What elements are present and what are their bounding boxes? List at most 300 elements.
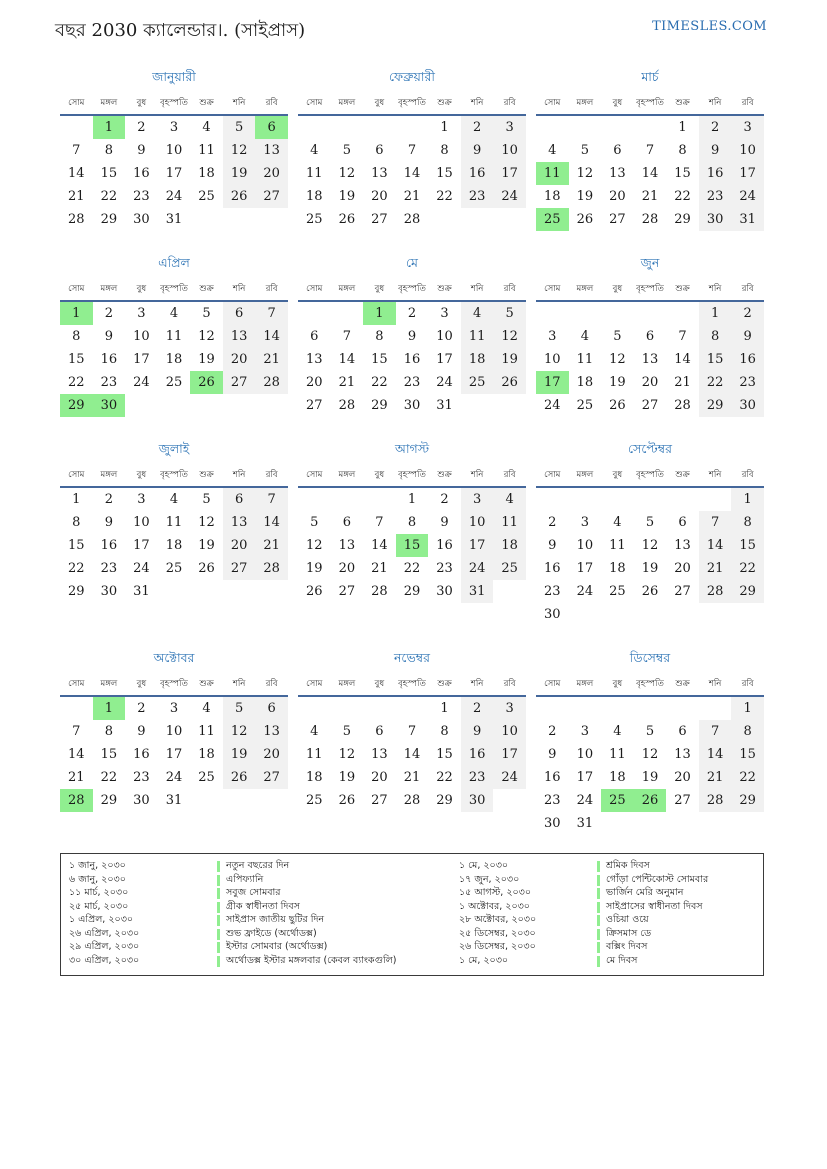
day-cell bbox=[731, 812, 764, 835]
day-cell: 4 bbox=[202, 701, 211, 716]
day-cell: 1 bbox=[440, 120, 449, 135]
day-cell: 16 bbox=[133, 747, 150, 762]
weekday-header: রবি bbox=[255, 93, 288, 115]
day-cell: 13 bbox=[255, 720, 288, 743]
day-cell: 24 bbox=[133, 561, 150, 576]
day-cell: 2 bbox=[104, 306, 113, 321]
day-cell bbox=[493, 394, 526, 417]
day-cell: 13 bbox=[306, 352, 323, 367]
holiday-marker bbox=[597, 861, 600, 872]
day-cell bbox=[699, 812, 732, 835]
day-cell: 14 bbox=[641, 166, 659, 181]
day-cell bbox=[634, 603, 667, 626]
holiday-name: ওচিয়া ওয়ে bbox=[597, 913, 755, 928]
day-cell: 21 bbox=[641, 189, 659, 204]
weekday-header: শুক্র bbox=[190, 465, 223, 487]
day-cell: 2 bbox=[104, 492, 113, 507]
day-cell: 15 bbox=[100, 747, 118, 762]
weekday-header: রবি bbox=[493, 279, 526, 301]
day-cell bbox=[601, 301, 634, 325]
weekday-header: মঙ্গল bbox=[331, 465, 364, 487]
day-cell: 4 bbox=[169, 492, 179, 507]
day-cell: 21 bbox=[68, 770, 85, 785]
holiday-date: ১৫ আগস্ট, ২০৩০ bbox=[459, 887, 532, 899]
weekday-header: শুক্র bbox=[666, 93, 699, 115]
weekday-header: শনি bbox=[223, 465, 256, 487]
weekday-header: শনি bbox=[461, 279, 494, 301]
weekday-header: শুক্র bbox=[190, 674, 223, 696]
day-cell: 23 bbox=[403, 375, 421, 390]
weekday-header: মঙ্গল bbox=[93, 674, 126, 696]
day-cell: 17 bbox=[576, 770, 594, 785]
day-cell: 6 bbox=[255, 696, 288, 720]
holiday-marker bbox=[597, 888, 600, 899]
day-cell: 26 bbox=[306, 584, 323, 599]
day-cell: 26 bbox=[223, 766, 256, 789]
day-cell bbox=[666, 603, 699, 626]
day-cell bbox=[298, 115, 331, 139]
weekday-header: শনি bbox=[223, 674, 256, 696]
weekday-header: সোম bbox=[60, 465, 93, 487]
month-table bbox=[536, 93, 764, 231]
day-cell: 10 bbox=[436, 329, 453, 344]
day-cell: 14 bbox=[255, 511, 288, 534]
day-cell: 29 bbox=[68, 584, 85, 599]
day-cell: 2 bbox=[137, 120, 146, 135]
month-title: অক্টোবর bbox=[153, 650, 195, 665]
weekday-header: বৃহস্পতি bbox=[158, 279, 191, 301]
day-cell: 24 bbox=[544, 398, 561, 413]
day-cell: 11 bbox=[493, 511, 526, 534]
day-cell: 17 bbox=[133, 538, 150, 553]
day-cell: 10 bbox=[544, 352, 561, 367]
day-cell bbox=[536, 487, 569, 511]
day-cell: 26 bbox=[609, 398, 626, 413]
day-cell: 30 bbox=[133, 793, 150, 808]
day-cell: 14 bbox=[338, 352, 356, 367]
day-cell: 26 bbox=[338, 793, 356, 808]
weekday-header: বৃহস্পতি bbox=[396, 674, 429, 696]
day-cell bbox=[569, 487, 602, 511]
day-cell: 16 bbox=[461, 162, 494, 185]
day-cell: 17 bbox=[133, 352, 150, 367]
holiday-marker bbox=[217, 942, 220, 953]
day-cell: 27 bbox=[371, 793, 388, 808]
day-cell: 3 bbox=[169, 701, 179, 716]
holiday-name: সবুজ সোমবার bbox=[217, 886, 459, 901]
day-cell bbox=[601, 812, 634, 835]
day-cell: 14 bbox=[674, 352, 691, 367]
day-cell: 11 bbox=[165, 329, 183, 344]
day-cell: 28 bbox=[60, 789, 93, 812]
day-cell: 20 bbox=[674, 561, 691, 576]
day-cell: 24 bbox=[461, 557, 494, 580]
day-cell bbox=[601, 696, 634, 720]
day-cell: 27 bbox=[255, 185, 288, 208]
weekday-header: শনি bbox=[699, 465, 732, 487]
day-cell bbox=[255, 208, 288, 231]
day-cell: 28 bbox=[403, 793, 421, 808]
day-cell: 28 bbox=[255, 557, 288, 580]
weekday-header: শুক্র bbox=[190, 279, 223, 301]
day-cell: 6 bbox=[678, 724, 687, 739]
holiday-date: ২৮ অক্টোবর, ২০৩০ bbox=[459, 914, 537, 926]
day-cell: 29 bbox=[436, 793, 453, 808]
day-cell: 24 bbox=[576, 584, 594, 599]
day-cell: 25 bbox=[493, 557, 526, 580]
day-cell: 12 bbox=[223, 720, 256, 743]
day-cell bbox=[601, 603, 634, 626]
month-block bbox=[298, 69, 526, 231]
day-cell: 29 bbox=[731, 789, 764, 812]
day-cell: 27 bbox=[609, 212, 626, 227]
day-cell bbox=[493, 208, 526, 231]
day-cell: 16 bbox=[731, 348, 764, 371]
month-block bbox=[60, 650, 288, 835]
day-cell bbox=[699, 696, 732, 720]
day-cell: 10 bbox=[576, 747, 594, 762]
day-cell: 24 bbox=[493, 766, 526, 789]
holiday-date: ২৬ ডিসেম্বর, ২০৩০ bbox=[459, 941, 536, 953]
month-table bbox=[536, 465, 764, 626]
day-cell: 6 bbox=[375, 724, 384, 739]
day-cell: 30 bbox=[403, 398, 421, 413]
day-cell: 7 bbox=[72, 143, 81, 158]
month-table bbox=[60, 465, 288, 603]
day-cell: 10 bbox=[133, 515, 150, 530]
day-cell: 22 bbox=[699, 371, 732, 394]
weekday-header: বুধ bbox=[363, 674, 396, 696]
holiday-date: ৬ জানু, ২০৩০ bbox=[69, 873, 126, 885]
weekday-header: সোম bbox=[298, 93, 331, 115]
day-cell: 31 bbox=[436, 398, 453, 413]
day-cell: 30 bbox=[93, 394, 126, 417]
day-cell: 12 bbox=[576, 166, 594, 181]
day-cell bbox=[298, 487, 331, 511]
page-header bbox=[0, 0, 827, 47]
day-cell: 24 bbox=[576, 793, 594, 808]
weekday-header: বুধ bbox=[363, 279, 396, 301]
holiday-date: ৩০ এপ্রিল, ২০৩০ bbox=[69, 954, 140, 966]
day-cell: 17 bbox=[165, 747, 183, 762]
day-cell: 19 bbox=[198, 538, 215, 553]
day-cell: 7 bbox=[699, 720, 732, 743]
day-cell bbox=[190, 789, 223, 812]
day-cell: 11 bbox=[198, 724, 215, 739]
holiday-marker bbox=[217, 915, 220, 926]
weekday-header: বুধ bbox=[125, 465, 158, 487]
day-cell: 5 bbox=[223, 115, 256, 139]
day-cell: 24 bbox=[165, 770, 183, 785]
day-cell: 22 bbox=[100, 770, 118, 785]
weekday-header: শুক্র bbox=[428, 93, 461, 115]
day-cell: 22 bbox=[436, 770, 453, 785]
day-cell: 4 bbox=[310, 724, 319, 739]
day-cell: 28 bbox=[641, 212, 659, 227]
weekday-header: রবি bbox=[493, 465, 526, 487]
day-cell: 27 bbox=[306, 398, 323, 413]
day-cell bbox=[536, 115, 569, 139]
weekday-header: শনি bbox=[461, 93, 494, 115]
day-cell: 2 bbox=[407, 306, 417, 321]
holiday-marker bbox=[597, 956, 600, 967]
holiday-name: ইস্টার সোমবার (অর্থোডক্স) bbox=[217, 940, 459, 955]
month-block bbox=[536, 650, 764, 835]
day-cell: 18 bbox=[576, 375, 594, 390]
weekday-header: সোম bbox=[536, 674, 569, 696]
day-cell bbox=[666, 812, 699, 835]
weekday-header: সোম bbox=[298, 674, 331, 696]
legend-row bbox=[69, 928, 755, 942]
day-cell: 14 bbox=[255, 325, 288, 348]
day-cell bbox=[634, 487, 667, 511]
day-cell: 30 bbox=[436, 584, 453, 599]
day-cell: 4 bbox=[493, 487, 526, 511]
holiday-marker bbox=[217, 875, 220, 886]
day-cell: 2 bbox=[731, 301, 764, 325]
day-cell: 3 bbox=[548, 329, 557, 344]
holiday-name: অর্থোডক্স ইস্টার মঙ্গলবার (কেবল ব্যাংকগুলি) bbox=[217, 954, 459, 969]
day-cell: 25 bbox=[306, 793, 323, 808]
weekday-header: শুক্র bbox=[428, 465, 461, 487]
weekday-header: শনি bbox=[699, 674, 732, 696]
day-cell: 4 bbox=[548, 143, 557, 158]
day-cell: 26 bbox=[493, 371, 526, 394]
month-title: ডিসেম্বর bbox=[629, 650, 671, 665]
month-table bbox=[298, 674, 526, 812]
day-cell: 17 bbox=[165, 166, 183, 181]
day-cell: 31 bbox=[461, 580, 494, 603]
day-cell: 15 bbox=[436, 166, 453, 181]
day-cell bbox=[331, 115, 364, 139]
day-cell: 4 bbox=[310, 143, 319, 158]
day-cell: 28 bbox=[255, 371, 288, 394]
day-cell: 7 bbox=[342, 329, 351, 344]
day-cell: 23 bbox=[461, 185, 494, 208]
day-cell: 8 bbox=[699, 325, 732, 348]
brand-link[interactable]: TIMESLES.COM bbox=[652, 19, 767, 34]
day-cell: 29 bbox=[60, 394, 93, 417]
day-cell: 10 bbox=[493, 139, 526, 162]
day-cell: 27 bbox=[223, 557, 256, 580]
weekday-header: সোম bbox=[60, 674, 93, 696]
day-cell: 13 bbox=[609, 166, 626, 181]
day-cell: 28 bbox=[68, 212, 85, 227]
day-cell: 1 bbox=[731, 696, 764, 720]
day-cell: 8 bbox=[731, 720, 764, 743]
day-cell: 5 bbox=[493, 301, 526, 325]
day-cell bbox=[363, 487, 396, 511]
month-block bbox=[298, 650, 526, 835]
day-cell: 26 bbox=[198, 561, 215, 576]
day-cell: 29 bbox=[403, 584, 421, 599]
day-cell: 23 bbox=[544, 793, 561, 808]
day-cell: 9 bbox=[137, 724, 146, 739]
month-title: মার্চ bbox=[641, 69, 659, 84]
day-cell: 11 bbox=[306, 747, 323, 762]
weekday-header: রবি bbox=[731, 465, 764, 487]
day-cell: 1 bbox=[93, 115, 126, 139]
day-cell: 2 bbox=[548, 724, 557, 739]
weekday-header: বুধ bbox=[601, 465, 634, 487]
day-cell: 18 bbox=[306, 770, 323, 785]
day-cell bbox=[223, 208, 256, 231]
day-cell bbox=[60, 696, 93, 720]
weekday-header: শুক্র bbox=[666, 674, 699, 696]
holiday-date: ২৯ এপ্রিল, ২০৩০ bbox=[69, 941, 140, 953]
day-cell: 13 bbox=[674, 538, 691, 553]
day-cell: 23 bbox=[461, 766, 494, 789]
day-cell: 15 bbox=[68, 538, 85, 553]
weekday-header: মঙ্গল bbox=[331, 674, 364, 696]
day-cell: 9 bbox=[548, 747, 557, 762]
day-cell: 18 bbox=[198, 166, 215, 181]
day-cell: 17 bbox=[493, 162, 526, 185]
holiday-date: ২৫ ডিসেম্বর, ২০৩০ bbox=[459, 927, 536, 939]
day-cell: 13 bbox=[641, 352, 659, 367]
legend-row bbox=[69, 887, 755, 901]
day-cell: 20 bbox=[641, 375, 659, 390]
day-cell: 8 bbox=[72, 515, 81, 530]
day-cell: 22 bbox=[731, 557, 764, 580]
holiday-name: সাইপ্রাস জাতীয় ছুটির দিন bbox=[217, 913, 459, 928]
weekday-header: বুধ bbox=[125, 93, 158, 115]
day-cell: 10 bbox=[731, 139, 764, 162]
day-cell: 19 bbox=[338, 189, 356, 204]
weekday-header: শুক্র bbox=[428, 674, 461, 696]
day-cell: 8 bbox=[104, 143, 113, 158]
day-cell: 7 bbox=[255, 487, 288, 511]
day-cell: 10 bbox=[461, 511, 494, 534]
page-title: বছর 2030 ক্যালেন্ডার।. (সাইপ্রাস) bbox=[55, 20, 306, 41]
legend-row bbox=[69, 914, 755, 928]
day-cell: 2 bbox=[548, 515, 557, 530]
day-cell: 26 bbox=[576, 212, 594, 227]
day-cell: 6 bbox=[645, 329, 655, 344]
day-cell: 21 bbox=[699, 766, 732, 789]
day-cell: 7 bbox=[699, 511, 732, 534]
day-cell bbox=[223, 580, 256, 603]
day-cell: 16 bbox=[100, 352, 118, 367]
day-cell bbox=[331, 301, 364, 325]
day-cell: 22 bbox=[674, 189, 691, 204]
day-cell: 7 bbox=[645, 143, 655, 158]
day-cell: 25 bbox=[165, 375, 183, 390]
weekday-header: সোম bbox=[536, 279, 569, 301]
day-cell: 31 bbox=[165, 793, 183, 808]
day-cell bbox=[223, 394, 256, 417]
day-cell: 15 bbox=[436, 747, 453, 762]
day-cell bbox=[666, 487, 699, 511]
day-cell: 1 bbox=[407, 492, 417, 507]
holiday-name: মে দিবস bbox=[597, 954, 755, 969]
day-cell: 24 bbox=[165, 189, 183, 204]
holiday-marker bbox=[217, 888, 220, 899]
weekday-header: রবি bbox=[255, 465, 288, 487]
day-cell bbox=[569, 115, 602, 139]
month-block bbox=[536, 441, 764, 626]
day-cell: 13 bbox=[371, 166, 388, 181]
day-cell: 29 bbox=[371, 398, 388, 413]
month-title: ফেব্রুয়ারী bbox=[388, 69, 436, 84]
day-cell: 6 bbox=[613, 143, 622, 158]
weekday-header: বৃহস্পতি bbox=[158, 674, 191, 696]
day-cell: 12 bbox=[306, 538, 323, 553]
day-cell bbox=[255, 789, 288, 812]
calendar-grid bbox=[60, 69, 766, 835]
day-cell: 8 bbox=[104, 724, 113, 739]
day-cell bbox=[569, 696, 602, 720]
day-cell: 25 bbox=[198, 770, 215, 785]
day-cell: 12 bbox=[198, 515, 215, 530]
weekday-header: বুধ bbox=[601, 279, 634, 301]
day-cell: 3 bbox=[731, 115, 764, 139]
day-cell: 10 bbox=[165, 143, 183, 158]
holiday-marker bbox=[217, 929, 220, 940]
day-cell: 11 bbox=[306, 166, 323, 181]
day-cell: 8 bbox=[407, 515, 417, 530]
weekday-header: শুক্র bbox=[666, 465, 699, 487]
day-cell: 9 bbox=[461, 720, 494, 743]
weekday-header: বৃহস্পতি bbox=[396, 279, 429, 301]
day-cell: 24 bbox=[436, 375, 453, 390]
day-cell: 9 bbox=[104, 329, 113, 344]
day-cell: 23 bbox=[100, 375, 118, 390]
day-cell bbox=[158, 394, 191, 417]
day-cell: 23 bbox=[133, 189, 150, 204]
day-cell: 25 bbox=[165, 561, 183, 576]
weekday-header: মঙ্গল bbox=[569, 279, 602, 301]
day-cell: 28 bbox=[699, 789, 732, 812]
day-cell: 1 bbox=[678, 120, 687, 135]
holiday-date: ১ জানু, ২০৩০ bbox=[69, 860, 126, 872]
holiday-name: শুভ ফ্রাইডে (অর্থোডক্স) bbox=[217, 927, 459, 942]
holiday-date: ২৫ মার্চ, ২০৩০ bbox=[69, 900, 129, 912]
holiday-name: সাইপ্রাসের স্বাধীনতা দিবস bbox=[597, 900, 755, 915]
day-cell: 19 bbox=[306, 561, 323, 576]
day-cell: 4 bbox=[169, 306, 179, 321]
day-cell bbox=[223, 789, 256, 812]
day-cell: 7 bbox=[678, 329, 687, 344]
day-cell: 19 bbox=[493, 348, 526, 371]
holiday-name: শ্রমিক দিবস bbox=[597, 859, 755, 874]
day-cell bbox=[190, 580, 223, 603]
weekday-header: রবি bbox=[731, 93, 764, 115]
day-cell: 22 bbox=[100, 189, 118, 204]
weekday-header: বুধ bbox=[601, 93, 634, 115]
day-cell: 28 bbox=[371, 584, 388, 599]
day-cell: 6 bbox=[310, 329, 319, 344]
weekday-header: বৃহস্পতি bbox=[634, 674, 667, 696]
day-cell: 15 bbox=[699, 348, 732, 371]
day-cell: 5 bbox=[645, 515, 655, 530]
day-cell: 24 bbox=[133, 375, 150, 390]
weekday-header: শনি bbox=[461, 465, 494, 487]
day-cell: 12 bbox=[493, 325, 526, 348]
month-table bbox=[536, 279, 764, 417]
day-cell: 27 bbox=[223, 371, 256, 394]
holiday-date: ২৬ এপ্রিল, ২০৩০ bbox=[69, 927, 140, 939]
day-cell bbox=[634, 812, 667, 835]
day-cell bbox=[255, 580, 288, 603]
day-cell: 9 bbox=[699, 139, 732, 162]
day-cell: 5 bbox=[342, 724, 351, 739]
day-cell: 14 bbox=[403, 747, 421, 762]
day-cell: 15 bbox=[68, 352, 85, 367]
day-cell: 20 bbox=[223, 348, 256, 371]
day-cell: 20 bbox=[674, 770, 691, 785]
day-cell: 9 bbox=[461, 139, 494, 162]
